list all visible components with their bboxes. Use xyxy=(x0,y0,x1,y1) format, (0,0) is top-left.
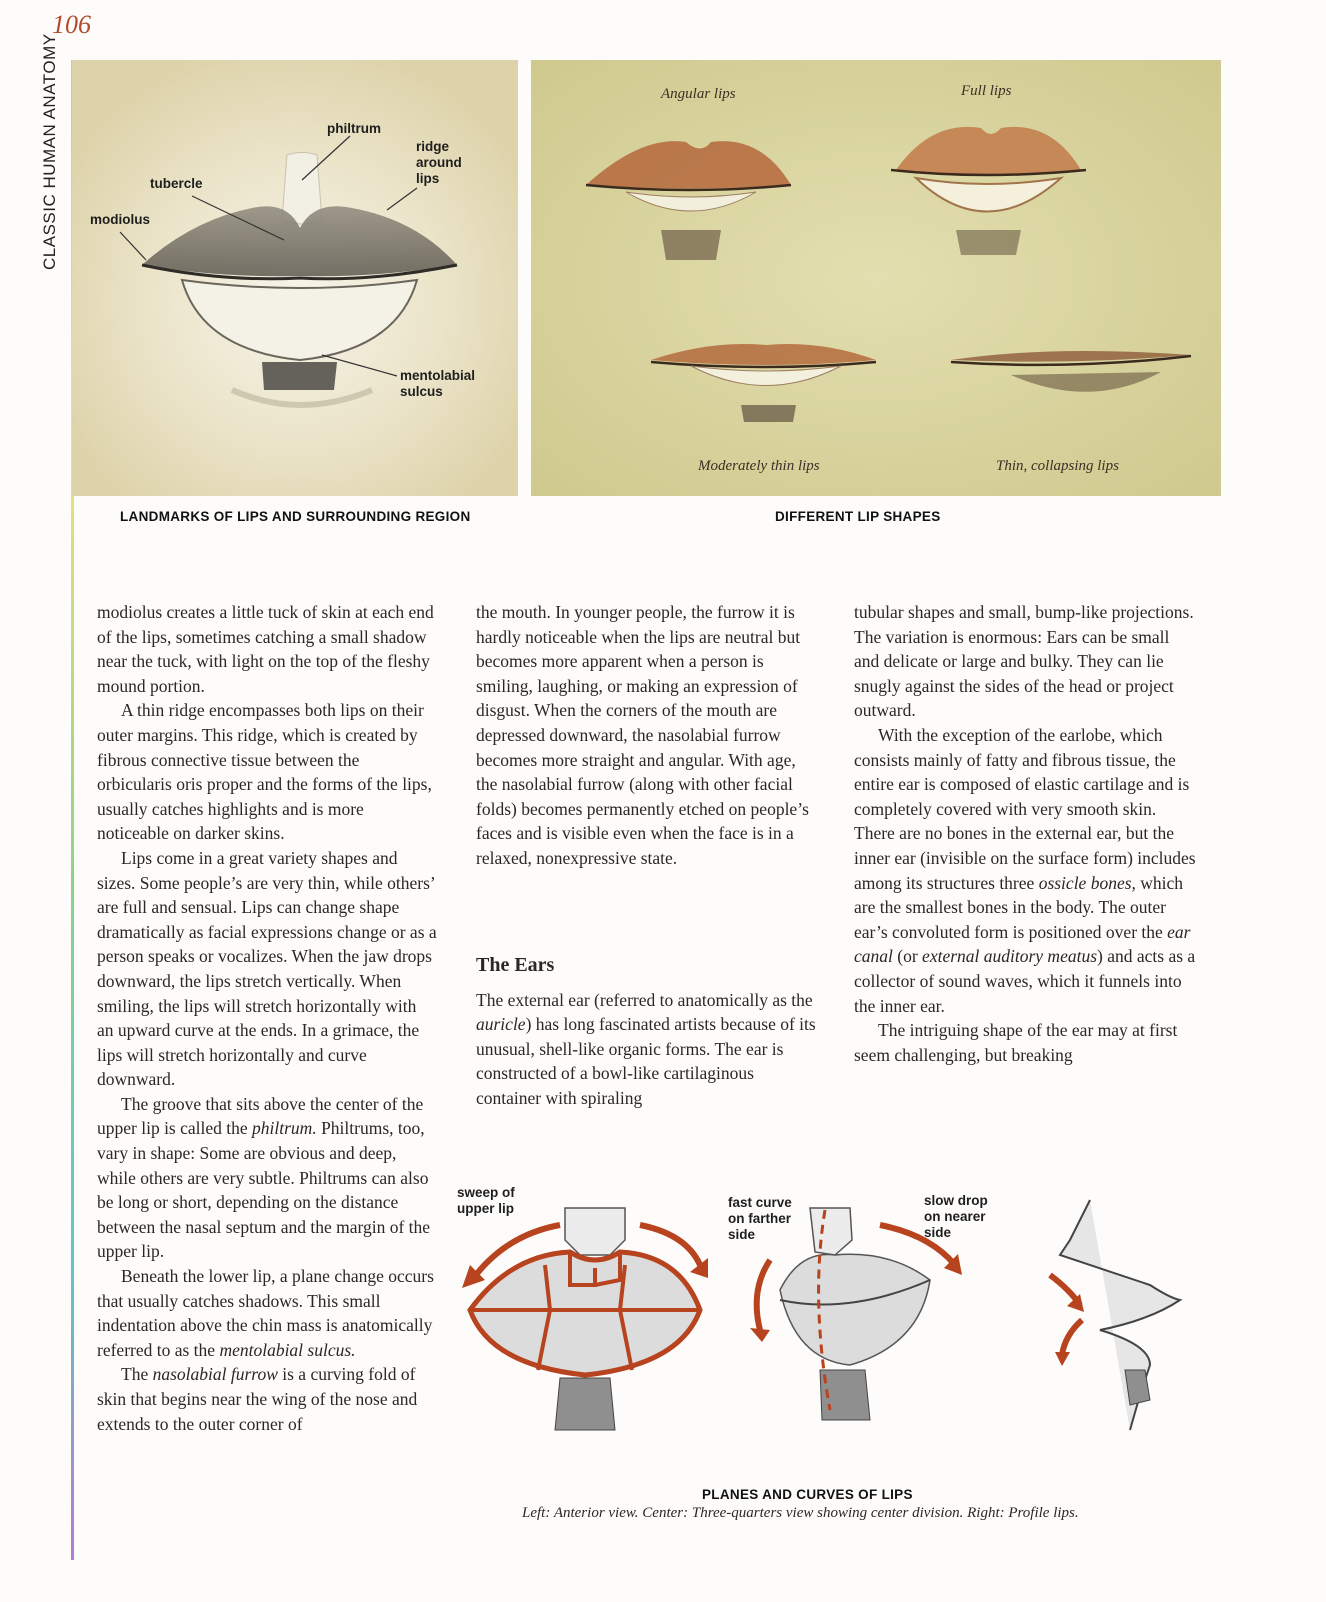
side-title: CLASSIC HUMAN ANATOMY xyxy=(40,33,59,270)
text-column-1 xyxy=(97,600,437,1436)
term-nasolabial-furrow: nasolabial furrow xyxy=(152,1364,278,1385)
anterior-view-drawing xyxy=(462,1208,708,1430)
figure-lip-shapes xyxy=(531,60,1221,496)
label-tubercle: tubercle xyxy=(150,176,203,191)
label-full-lips: Full lips xyxy=(961,83,1012,99)
label-ridge-2: around xyxy=(416,155,462,170)
term-ear-canal: ear canal xyxy=(854,921,1191,967)
label-angular-lips: Angular lips xyxy=(661,86,736,102)
label-moderately-thin-lips: Moderately thin lips xyxy=(698,458,820,474)
col1-para-sulcus: Beneath the lower lip, a plane change occurs that usually catches shadows. This small indentation above the chin mass is anatomically referred to as the mentolabial sulcus. xyxy=(97,1266,434,1360)
label-ridge-3: lips xyxy=(416,171,440,186)
term-external-auditory-meatus: external auditory meatus xyxy=(922,946,1098,967)
profile-view-drawing xyxy=(1050,1200,1180,1430)
ears-heading: The Ears xyxy=(476,954,555,976)
label-philtrum: philtrum xyxy=(327,121,381,136)
figure-lip-landmarks xyxy=(72,60,518,496)
figure-planes-curves xyxy=(450,1180,1230,1480)
text-column-3 xyxy=(854,600,1199,1067)
subcaption-planes-curves: Left: Anterior view. Center: Three-quarters view showing center division. Right: Profile lips. xyxy=(522,1505,1079,1521)
caption-lip-shapes: DIFFERENT LIP SHAPES xyxy=(775,509,941,524)
caption-planes-curves: PLANES AND CURVES OF LIPS xyxy=(702,1487,913,1502)
lip-landmarks-drawing xyxy=(72,60,518,496)
ears-para: The external ear (referred to anatomically as the auricle) has long fascinated artists because of its unusual, shell-like organic forms. The ear is constructed of a bowl-like cartilaginous container with spiraling xyxy=(476,989,816,1108)
caption-lip-landmarks: LANDMARKS OF LIPS AND SURROUNDING REGION xyxy=(120,509,471,524)
term-mentolabial-sulcus: mentolabial sulcus. xyxy=(219,1339,356,1360)
col3-para-3: The intriguing shape of the ear may at first seem challenging, but breaking xyxy=(854,1020,1178,1065)
label-fast-1: fast curve xyxy=(728,1195,792,1210)
label-modiolus: modiolus xyxy=(90,212,150,227)
term-ossicle-bones: ossicle bones, xyxy=(1038,872,1136,893)
label-thin-collapsing-lips: Thin, collapsing lips xyxy=(996,458,1119,474)
label-slow-3: side xyxy=(924,1225,952,1240)
lip-shapes-drawing xyxy=(531,60,1221,496)
label-mentolabial-2: sulcus xyxy=(400,384,443,399)
col1-para-3: Lips come in a great variety shapes and sizes. Some people’s are very thin, while others’ are full and sensual. Lips can change shape dramatically as facial expressions change or as a person speaks or vocalizes. When the jaw drops downward, the lips stretch vertically. When smiling, the lips will stretch horizontally with an upward curve at the ends. In a grimace, the lips will stretch horizontally and curve downward. xyxy=(97,847,437,1090)
label-slow-2: on nearer xyxy=(924,1209,986,1224)
term-auricle: auricle xyxy=(476,1014,526,1035)
term-philtrum: philtrum. xyxy=(252,1118,317,1139)
label-fast-2: on farther xyxy=(728,1211,792,1226)
label-mentolabial-1: mentolabial xyxy=(400,368,476,383)
planes-curves-drawing xyxy=(450,1180,1230,1480)
label-fast-3: side xyxy=(728,1227,756,1242)
col2-para-1: the mouth. In younger people, the furrow it is hardly noticeable when the lips are neutral but becomes more apparent when a person is smiling, laughing, or making an expression of disgust. When the corners of the mouth are depressed downward, the nasolabial furrow becomes more straight and angular. With age, the nasolabial furrow (along with other facial folds) becomes permanently etched on people’s faces and is visible even when the face is in a relaxed, nonexpressive state. xyxy=(476,602,809,868)
col1-para-philtrum: The groove that sits above the center of the upper lip is called the philtrum. Philtrums, too, vary in shape: Some are obvious and deep, while others are very subtle. Philtrums can also be long or short, depending on the distance between the nasal septum and the margin of the upper lip. xyxy=(97,1093,431,1262)
page-number: 106 xyxy=(52,10,91,39)
label-sweep-2: upper lip xyxy=(457,1201,514,1216)
label-sweep-1: sweep of xyxy=(457,1185,515,1200)
col1-para-1: modiolus creates a little tuck of skin at each end of the lips, sometimes catching a small shadow near the tuck, with light on the top of the fleshy mound portion. xyxy=(97,602,434,696)
text-column-2 xyxy=(476,600,818,871)
label-ridge-1: ridge xyxy=(416,139,450,154)
ears-section xyxy=(476,953,818,1111)
col3-para-1: tubular shapes and small, bump-like projections. The variation is enormous: Ears can be small and delicate or large and bulky. They can lie snugly against the sides of the head or project outward. xyxy=(854,602,1194,721)
col1-para-furrow: The nasolabial furrow is a curving fold of skin that begins near the wing of the nose and extends to the outer corner of xyxy=(97,1364,418,1434)
col3-para-2: With the exception of the earlobe, which consists mainly of fatty and fibrous tissue, the entire ear is composed of elastic cartilage and is completely covered with very smooth skin. There are no bones in the external ear, but the inner ear (invisible on the surface form) includes among its structures three ossicle bones, which are the smallest bones in the body. The outer ear’s convoluted form is positioned over the ear canal (or external auditory meatus) and acts as a collector of sound waves, which it funnels into the inner ear. xyxy=(854,724,1196,1016)
label-slow-1: slow drop xyxy=(924,1193,988,1208)
col1-para-2: A thin ridge encompasses both lips on their outer margins. This ridge, which is created by fibrous connective tissue between the orbicularis oris proper and the forms of the lips, usually catches highlights and is more noticeable on darker skins. xyxy=(97,700,432,844)
